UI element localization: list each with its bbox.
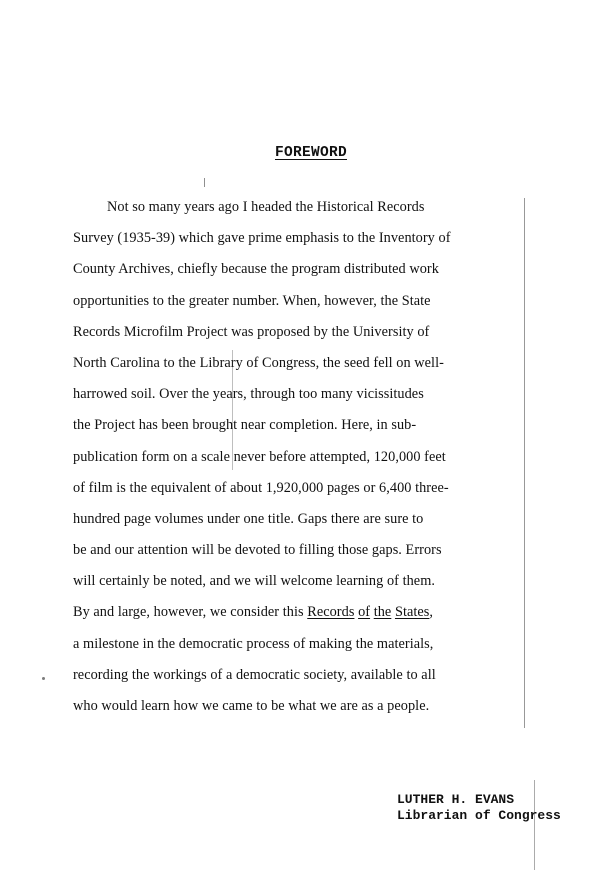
scan-speck [42,677,45,680]
page-title [0,145,600,161]
text-line: opportunities to the greater number. When, however, the State [73,292,431,309]
text-line: publication form on a scale never before attempted, 120,000 feet [73,448,446,465]
text-line: of film is the equivalent of about 1,920,000 pages or 6,400 three- [73,479,449,496]
underlined-text: States [394,604,430,621]
text-line: harrowed soil. Over the years, through too many vicissitudes [73,386,424,403]
scan-fold-line [524,198,525,728]
text-line: a milestone in the democratic process of making the materials, [73,635,434,652]
underlined-text: Records [307,604,355,621]
scan-speck [204,178,205,187]
signature-block [397,792,561,824]
text-line: will certainly be noted, and we will welcome learning of them. [73,573,435,590]
text-line: hundred page volumes under one title. Gaps there are sure to [73,510,424,527]
text-line: the Project has been brought near completion. Here, in sub- [73,417,417,434]
text-line: Records Microfilm Project was proposed by the University of [73,323,430,340]
signature-name: LUTHER H. EVANS [397,792,515,807]
text-line: Survey (1935-39) which gave prime emphasis to the Inventory of [73,230,451,247]
text-line: be and our attention will be devoted to filling those gaps. Errors [73,542,442,559]
text-line: recording the workings of a democratic society, available to all [73,666,436,683]
text-line: North Carolina to the Library of Congress, the seed fell on well- [73,354,444,371]
text-line: who would learn how we came to be what we are as a people. [73,698,430,714]
scan-fold-line [232,350,233,470]
underlined-text: of [358,604,371,621]
signature-role: Librarian of Congress [397,808,561,823]
title-text: FOREWORD [274,145,347,161]
scan-fold-line [534,780,535,870]
text-line [73,602,593,633]
text-line: County Archives, chiefly because the program distributed work [73,261,439,278]
underlined-text: the [373,604,392,621]
foreword-body [73,197,593,727]
text-line: Not so many years ago I headed the Historical Records [107,199,425,215]
text-span: , [429,604,434,621]
text-span: By and large, however, we consider this [73,604,308,621]
